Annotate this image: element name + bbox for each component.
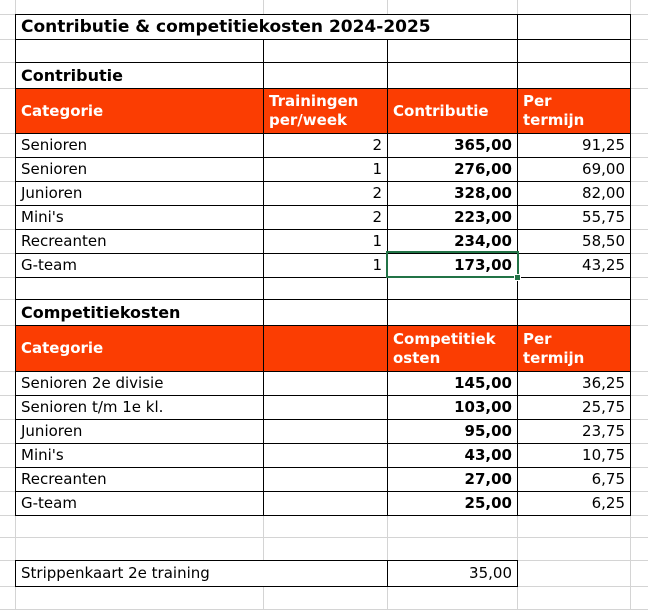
cell-per-termijn[interactable]: 10,75	[518, 444, 631, 468]
sheet-title-cell[interactable]	[16, 15, 518, 40]
column-header-trainingen[interactable]: Trainingen per/week	[264, 89, 388, 134]
empty-cell[interactable]	[518, 40, 631, 63]
column-header-competitiekosten[interactable]: Competitiekosten	[388, 326, 518, 372]
cell-category[interactable]: Senioren	[16, 134, 264, 158]
cell-amount[interactable]: 95,00	[388, 420, 518, 444]
empty-cell[interactable]	[16, 40, 264, 63]
empty-cell[interactable]	[264, 63, 388, 89]
empty-cell[interactable]	[518, 63, 631, 89]
empty-cell[interactable]	[518, 300, 631, 326]
cell-per-termijn[interactable]: 6,25	[518, 492, 631, 516]
empty-cell[interactable]	[264, 300, 388, 326]
column-header-categorie-2[interactable]: Categorie	[16, 326, 264, 372]
empty-cell[interactable]	[388, 278, 518, 300]
cell-amount[interactable]: 223,00	[388, 206, 518, 230]
cell-category[interactable]: Mini's	[16, 206, 264, 230]
empty-cell[interactable]	[264, 492, 388, 516]
cell-category[interactable]: Junioren	[16, 182, 264, 206]
cell-amount[interactable]: 25,00	[388, 492, 518, 516]
cell-trainings[interactable]: 1	[264, 254, 388, 278]
section-heading-contributie[interactable]: Contributie	[16, 63, 264, 89]
cell-amount[interactable]: 276,00	[388, 158, 518, 182]
cell-amount[interactable]: 145,00	[388, 372, 518, 396]
strippenkaart-amount-cell[interactable]: 35,00	[388, 561, 518, 587]
empty-cell[interactable]	[388, 63, 518, 89]
cell-per-termijn[interactable]: 91,25	[518, 134, 631, 158]
empty-cell[interactable]	[264, 468, 388, 492]
cell-per-termijn[interactable]: 6,75	[518, 468, 631, 492]
cell-per-termijn[interactable]: 36,25	[518, 372, 631, 396]
cell-trainings[interactable]: 2	[264, 182, 388, 206]
cell-amount[interactable]: 43,00	[388, 444, 518, 468]
cell-category[interactable]: Recreanten	[16, 468, 264, 492]
fill-handle[interactable]	[514, 274, 521, 281]
cell-amount-selected[interactable]: 173,00	[388, 254, 518, 278]
section-heading-competitiekosten[interactable]: Competitiekosten	[16, 300, 264, 326]
empty-cell[interactable]	[264, 396, 388, 420]
column-header-per-termijn-2[interactable]: Per termijn	[518, 326, 631, 372]
cell-amount[interactable]: 328,00	[388, 182, 518, 206]
column-header-categorie[interactable]: Categorie	[16, 89, 264, 134]
strippenkaart-table	[15, 560, 518, 587]
cell-amount[interactable]: 365,00	[388, 134, 518, 158]
cell-per-termijn[interactable]: 82,00	[518, 182, 631, 206]
strippenkaart-label-cell[interactable]: Strippenkaart 2e training	[16, 561, 388, 587]
cell-amount[interactable]: 27,00	[388, 468, 518, 492]
gridline	[0, 537, 648, 538]
cell-category[interactable]: Mini's	[16, 444, 264, 468]
cell-trainings[interactable]: 1	[264, 230, 388, 254]
cell-trainings[interactable]: 1	[264, 158, 388, 182]
cell-per-termijn[interactable]: 43,25	[518, 254, 631, 278]
empty-cell[interactable]	[264, 278, 388, 300]
cell-amount[interactable]: 103,00	[388, 396, 518, 420]
empty-cell[interactable]	[16, 278, 264, 300]
cell-per-termijn[interactable]: 23,75	[518, 420, 631, 444]
empty-cell[interactable]	[264, 444, 388, 468]
empty-cell[interactable]	[264, 372, 388, 396]
cell-per-termijn[interactable]: 58,50	[518, 230, 631, 254]
cell-per-termijn[interactable]: 25,75	[518, 396, 631, 420]
cell-category[interactable]: Senioren	[16, 158, 264, 182]
cell-per-termijn[interactable]: 55,75	[518, 206, 631, 230]
main-table	[15, 14, 631, 516]
cell-per-termijn[interactable]: 69,00	[518, 158, 631, 182]
cell-category[interactable]: Junioren	[16, 420, 264, 444]
column-header-contributie[interactable]: Contributie	[388, 89, 518, 134]
cell-amount[interactable]: 234,00	[388, 230, 518, 254]
empty-header-cell[interactable]	[264, 326, 388, 372]
cell-trainings[interactable]: 2	[264, 206, 388, 230]
empty-cell[interactable]	[518, 15, 631, 40]
empty-cell[interactable]	[264, 40, 388, 63]
cell-category[interactable]: Senioren t/m 1e kl.	[16, 396, 264, 420]
column-header-per-termijn[interactable]: Per termijn	[518, 89, 631, 134]
cell-category[interactable]: G-team	[16, 492, 264, 516]
empty-cell[interactable]	[264, 420, 388, 444]
sheet-title: Contributie & competitiekosten 2024-2025	[21, 16, 431, 37]
empty-cell[interactable]	[518, 278, 631, 300]
cell-trainings[interactable]: 2	[264, 134, 388, 158]
empty-cell[interactable]	[388, 40, 518, 63]
cell-category[interactable]: Recreanten	[16, 230, 264, 254]
cell-category[interactable]: Senioren 2e divisie	[16, 372, 264, 396]
cell-category[interactable]: G-team	[16, 254, 264, 278]
empty-cell[interactable]	[388, 300, 518, 326]
